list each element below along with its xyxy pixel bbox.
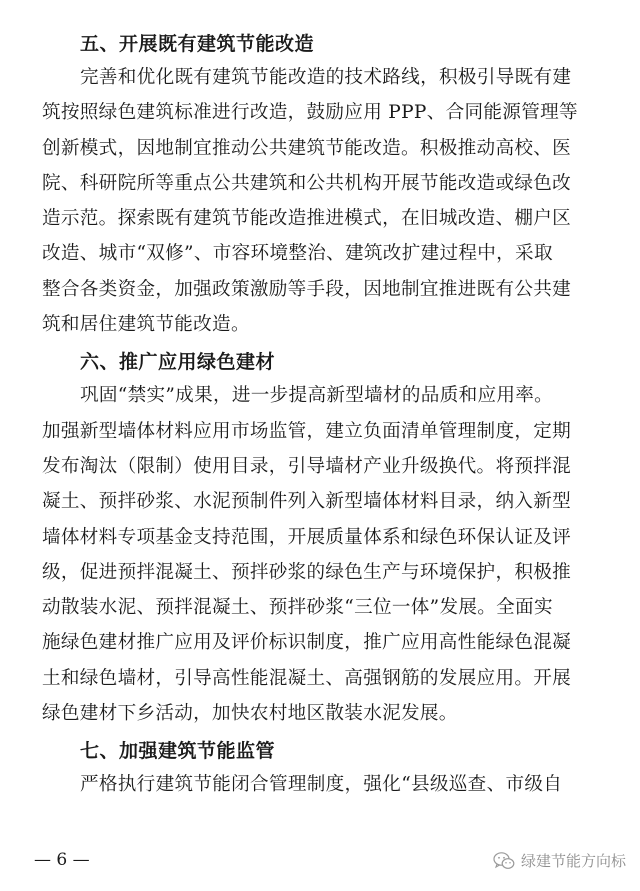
text-line: 整合各类资金，加强政策激励等手段，因地制宜推进既有公共建 bbox=[42, 278, 572, 300]
section-heading: 七、加强建筑节能监管 bbox=[80, 740, 276, 763]
text-line: 加强新型墙体材料应用市场监管，建立负面清单管理制度，定期 bbox=[42, 420, 572, 442]
section-paragraph bbox=[42, 378, 612, 731]
text-line: 严格执行建筑节能闭合管理制度，强化“县级巡查、市级自 bbox=[80, 774, 563, 796]
wechat-icon bbox=[493, 851, 515, 871]
section-paragraph bbox=[42, 767, 612, 802]
text-line: 墙体材料专项基金支持范围，开展质量体系和绿色环保认证及评 bbox=[42, 526, 572, 548]
text-line: 完善和优化既有建筑节能改造的技术路线，积极引导既有建 bbox=[80, 67, 572, 88]
section-heading: 六、推广应用绿色建材 bbox=[80, 351, 276, 374]
watermark-text: 绿建节能方向标 bbox=[520, 852, 626, 870]
source-watermark bbox=[493, 850, 626, 871]
text-line: 巩固“禁实”成果，进一步提高新型墙材的品质和应用率。 bbox=[80, 385, 554, 407]
section-heading: 五、开展既有建筑节能改造 bbox=[80, 33, 315, 55]
text-line: 创新模式，因地制宜推动公共建筑节能改造。积极推动高校、医 bbox=[42, 137, 572, 159]
text-line: 级，促进预拌混凝土、预拌砂浆的绿色生产与环境保护，积极推 bbox=[42, 561, 572, 583]
text-line: 改造、城市“双修”、市容环境整治、建筑改扩建过程中，采取 bbox=[42, 243, 553, 265]
text-line: 发布淘汰（限制）使用目录，引导墙材产业升级换代。将预拌混 bbox=[42, 455, 572, 477]
page-number: — 6 — bbox=[34, 850, 90, 870]
text-line: 土和绿色墙材，引导高性能混凝土、高强钢筋的发展应用。开展 bbox=[42, 667, 572, 689]
text-line: 绿色建材下乡活动，加快农村地区散装水泥发展。 bbox=[42, 703, 458, 725]
text-line: 动散装水泥、预拌混凝土、预拌砂浆“三位一体”发展。全面实 bbox=[42, 597, 553, 619]
text-line: 筑按照绿色建筑标准进行改造，鼓励应用 PPP、合同能源管理等 bbox=[42, 102, 578, 124]
text-line: 造示范。探索既有建筑节能改造推进模式，在旧城改造、棚户区 bbox=[42, 208, 572, 230]
document-body bbox=[42, 28, 612, 803]
text-line: 院、科研院所等重点公共建筑和公共机构开展节能改造或绿色改 bbox=[42, 172, 572, 194]
page-footer bbox=[0, 846, 640, 886]
section-paragraph bbox=[42, 60, 612, 342]
text-line: 凝土、预拌砂浆、水泥预制件列入新型墙体材料目录，纳入新型 bbox=[42, 491, 572, 513]
text-line: 施绿色建材推广应用及评价标识制度，推广应用高性能绿色混凝 bbox=[42, 632, 572, 654]
text-line: 筑和居住建筑节能改造。 bbox=[42, 314, 250, 336]
